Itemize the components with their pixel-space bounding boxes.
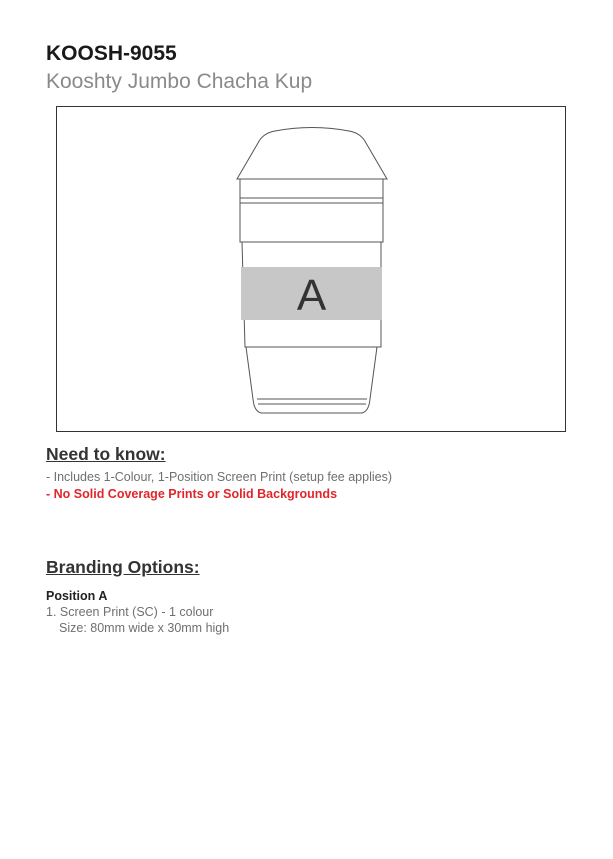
product-name: Kooshty Jumbo Chacha Kup [46,70,313,93]
branding-options-heading: Branding Options: [46,557,200,577]
product-code: KOOSH-9055 [46,42,177,65]
need-to-know-item: - Includes 1-Colour, 1-Position Screen Print (setup fee applies) [46,470,393,484]
position-a-title: Position A [46,589,108,603]
need-to-know-heading: Need to know: [46,444,166,464]
position-a-label: A [296,271,327,320]
product-illustration-frame [56,106,566,432]
branding-size: Size: 80mm wide x 30mm high [59,621,230,635]
cup-upper-body [240,179,383,242]
branding-method: 1. Screen Print (SC) - 1 colour [46,605,214,619]
cup-drawing [57,107,565,431]
cup-lower-body [246,347,377,413]
need-to-know-warning: - No Solid Coverage Prints or Solid Backgrounds [46,487,338,501]
cup-lid [237,128,387,180]
